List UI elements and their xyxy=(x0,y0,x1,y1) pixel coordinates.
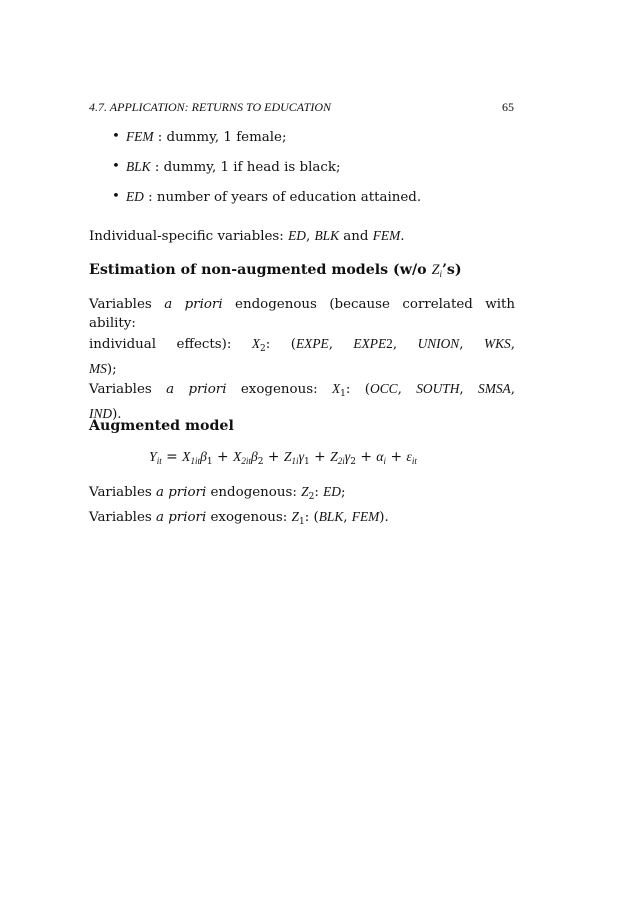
math-subscript: 1 xyxy=(340,389,346,400)
augmented-model-equation xyxy=(149,449,417,467)
math-var: Z xyxy=(283,449,292,464)
heading-text: Augmented model xyxy=(89,418,234,434)
math-subscript: 1 xyxy=(206,457,213,467)
running-title: 4.7. APPLICATION: RETURNS TO EDUCATION xyxy=(89,100,332,114)
endogenous-paragraph xyxy=(89,295,515,425)
text: Variables xyxy=(89,297,165,312)
text: endogenous (because correlated with ability: xyxy=(89,297,515,332)
plus-sign: + xyxy=(309,449,331,465)
math-subscript: 2 xyxy=(260,343,266,354)
text: Variables xyxy=(89,510,156,526)
math-var: SOUTH xyxy=(416,381,460,397)
emphasis: a priori xyxy=(156,510,207,526)
math-subscript: 1 xyxy=(298,517,305,528)
page-number: 65 xyxy=(502,100,514,114)
math-var: β xyxy=(200,449,207,464)
math-var: WKS xyxy=(483,335,511,351)
math-subscript: 1 xyxy=(304,457,310,467)
math-var: X xyxy=(251,335,261,351)
text: ; xyxy=(340,485,346,500)
math-var: Z xyxy=(301,484,309,499)
math-var: X xyxy=(331,381,341,397)
math-var: MS xyxy=(89,360,107,376)
heading-text: Estimation of non-augmented models (w/o xyxy=(89,262,432,278)
text-line xyxy=(89,482,515,507)
list-item xyxy=(112,189,421,205)
math-var: OCC xyxy=(370,381,398,397)
section-heading-augmented xyxy=(89,418,234,434)
text: individual effects): xyxy=(89,336,252,352)
text-line xyxy=(89,507,515,532)
math-var: Z xyxy=(291,509,299,525)
text: exogenous: xyxy=(206,510,292,526)
text-line xyxy=(89,359,515,379)
math-var: X xyxy=(232,449,242,464)
text: Variables xyxy=(89,382,167,398)
math-var: ED xyxy=(288,228,306,243)
text-line xyxy=(89,295,515,334)
heading-text: ’s) xyxy=(441,262,462,278)
variable-description: : number of years of education attained. xyxy=(143,190,422,205)
math-var: IND xyxy=(89,406,113,422)
equals-sign: = xyxy=(161,449,183,465)
math-var: ε xyxy=(406,449,412,464)
math-var: Y xyxy=(149,449,157,464)
math-var: FEM xyxy=(351,509,380,525)
text-line: individual effects): $X_2$: (EXPE, EXPE2, UNION, WKS, xyxy=(89,335,516,354)
variable-description: : dummy, 1 if head is black; xyxy=(150,160,341,175)
math-subscript: 1it xyxy=(190,456,200,466)
math-var: α xyxy=(376,449,384,464)
math-var: BLK xyxy=(318,509,344,525)
math-subscript: i xyxy=(383,456,387,466)
text: ); xyxy=(106,361,117,377)
math-subscript: 2 xyxy=(308,492,315,502)
variable-list xyxy=(112,129,421,219)
emphasis: a priori xyxy=(156,485,207,500)
math-subscript: it xyxy=(156,456,162,466)
math-subscript: 2 xyxy=(350,457,356,467)
math-var: Z xyxy=(431,262,440,278)
text: Individual-specific variables: xyxy=(89,229,289,244)
augmented-variables-paragraph xyxy=(89,482,515,533)
text: ). xyxy=(379,510,389,526)
math-var: EXPE xyxy=(295,335,329,351)
section-heading-non-augmented xyxy=(89,262,462,279)
plus-sign: + xyxy=(212,449,233,465)
individual-specific-paragraph xyxy=(89,226,515,246)
emphasis: a priori xyxy=(164,297,223,312)
text: Variables xyxy=(89,485,156,500)
variable-description: : dummy, 1 female; xyxy=(153,130,287,145)
math-subscript: 1i xyxy=(291,456,299,466)
plus-sign: + xyxy=(386,449,407,465)
text: and xyxy=(339,229,373,244)
text: endogenous: xyxy=(206,485,302,500)
math-subscript: i xyxy=(439,269,442,279)
math-var: β xyxy=(250,449,258,464)
math-var: γ xyxy=(298,449,304,464)
math-subscript: 2i xyxy=(337,456,345,466)
text: , xyxy=(343,510,352,526)
math-var: BLK xyxy=(314,228,340,243)
text: : ( xyxy=(345,382,371,398)
list-item xyxy=(112,159,421,175)
variable-name: FEM xyxy=(126,129,154,144)
math-var: EXPE xyxy=(353,335,387,351)
text: ). xyxy=(112,407,122,423)
math-subscript: 2it xyxy=(241,456,251,466)
text: : xyxy=(314,485,324,500)
math-var: X xyxy=(182,449,191,464)
plus-sign: + xyxy=(263,449,284,465)
text: exogenous: xyxy=(226,382,332,398)
variable-name: ED xyxy=(126,189,144,204)
plus-sign: + xyxy=(355,449,377,465)
running-header xyxy=(89,100,514,115)
math-var: Z xyxy=(330,449,338,464)
variable-name: BLK xyxy=(126,159,151,174)
math-var: UNION xyxy=(417,335,460,351)
text-line: Variables a priori exogenous: $X_1$: (OCC, SOUTH, SMSA, xyxy=(89,381,516,400)
math-var: FEM xyxy=(372,228,401,243)
list-item xyxy=(112,129,421,145)
math-var: SMSA xyxy=(478,381,511,397)
text: , xyxy=(305,229,315,244)
math-subscript: it xyxy=(411,456,417,466)
text: : ( xyxy=(304,510,319,526)
math-var: γ xyxy=(344,449,351,464)
math-var: ED xyxy=(323,484,341,499)
text: . xyxy=(400,229,405,244)
emphasis: a priori xyxy=(166,382,227,398)
text: : ( xyxy=(265,336,296,352)
math-subscript: 2 xyxy=(257,457,264,467)
math-digit: 2 xyxy=(386,335,393,351)
